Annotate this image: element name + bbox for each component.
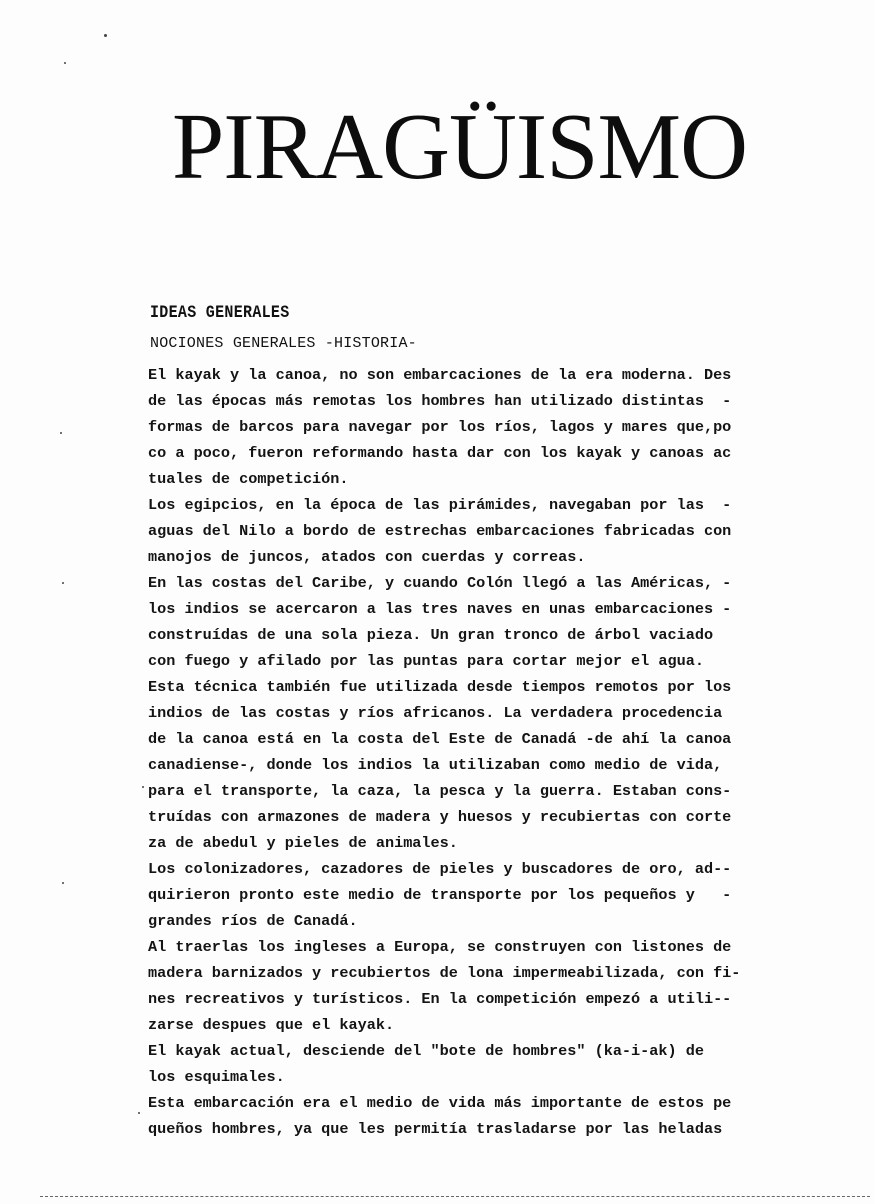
text-line: de las épocas más remotas los hombres han utilizado distintas - <box>148 392 732 410</box>
scan-speck <box>104 34 107 37</box>
text-line: Esta embarcación era el medio de vida más importante de estos pe <box>148 1094 732 1112</box>
text-line: formas de barcos para navegar por los ríos, lagos y mares que,po <box>148 418 732 436</box>
text-line: Los egipcios, en la época de las pirámides, navegaban por las - <box>148 496 732 514</box>
text-line: de la canoa está en la costa del Este de Canadá -de ahí la canoa <box>148 730 732 748</box>
scan-speck <box>60 432 62 434</box>
text-line: queños hombres, ya que les permitía trasladarse por las heladas <box>148 1120 723 1138</box>
text-line: canadiense-, donde los indios la utilizaban como medio de vida, <box>148 756 723 774</box>
text-line: quirieron pronto este medio de transporte por los pequeños y - <box>148 886 732 904</box>
text-line: indios de las costas y ríos africanos. La verdadera procedencia <box>148 704 723 722</box>
body-text <box>148 362 828 1142</box>
text-line: grandes ríos de Canadá. <box>148 912 358 930</box>
text-line: construídas de una sola pieza. Un gran tronco de árbol vaciado <box>148 626 714 644</box>
section-heading-nociones: NOCIONES GENERALES -HISTORIA- <box>150 335 417 352</box>
text-line: truídas con armazones de madera y huesos y recubiertas con corte <box>148 808 732 826</box>
scan-speck <box>64 62 66 64</box>
text-line: los indios se acercaron a las tres naves en unas embarcaciones - <box>148 600 732 618</box>
text-line: Los colonizadores, cazadores de pieles y buscadores de oro, ad-- <box>148 860 732 878</box>
text-line: El kayak y la canoa, no son embarcaciones de la era moderna. Des <box>148 366 732 384</box>
section-heading-ideas-generales: IDEAS GENERALES <box>150 303 290 323</box>
text-line: manojos de juncos, atados con cuerdas y correas. <box>148 548 586 566</box>
text-line: aguas del Nilo a bordo de estrechas embarcaciones fabricadas con <box>148 522 732 540</box>
text-line: nes recreativos y turísticos. En la competición empezó a utili-- <box>148 990 732 1008</box>
scan-speck <box>62 882 64 884</box>
text-line: En las costas del Caribe, y cuando Colón llegó a las Américas, - <box>148 574 732 592</box>
scan-speck <box>138 1112 140 1114</box>
scan-edge-line <box>40 1196 870 1197</box>
text-line: El kayak actual, desciende del "bote de hombres" (ka-i-ak) de <box>148 1042 704 1060</box>
text-line: Al traerlas los ingleses a Europa, se construyen con listones de <box>148 938 732 956</box>
text-line: tuales de competición. <box>148 470 349 488</box>
text-line: zarse despues que el kayak. <box>148 1016 395 1034</box>
text-line: Esta técnica también fue utilizada desde tiempos remotos por los <box>148 678 732 696</box>
text-line: co a poco, fueron reformando hasta dar con los kayak y canoas ac <box>148 444 732 462</box>
scan-speck <box>142 786 144 788</box>
scan-speck <box>62 582 64 584</box>
text-line: madera barnizados y recubiertos de lona impermeabilizada, con fi- <box>148 964 741 982</box>
document-title: PIRAGÜISMO <box>172 95 747 199</box>
text-line: los esquimales. <box>148 1068 285 1086</box>
text-line: za de abedul y pieles de animales. <box>148 834 458 852</box>
text-line: con fuego y afilado por las puntas para cortar mejor el agua. <box>148 652 704 670</box>
text-line: para el transporte, la caza, la pesca y la guerra. Estaban cons- <box>148 782 732 800</box>
